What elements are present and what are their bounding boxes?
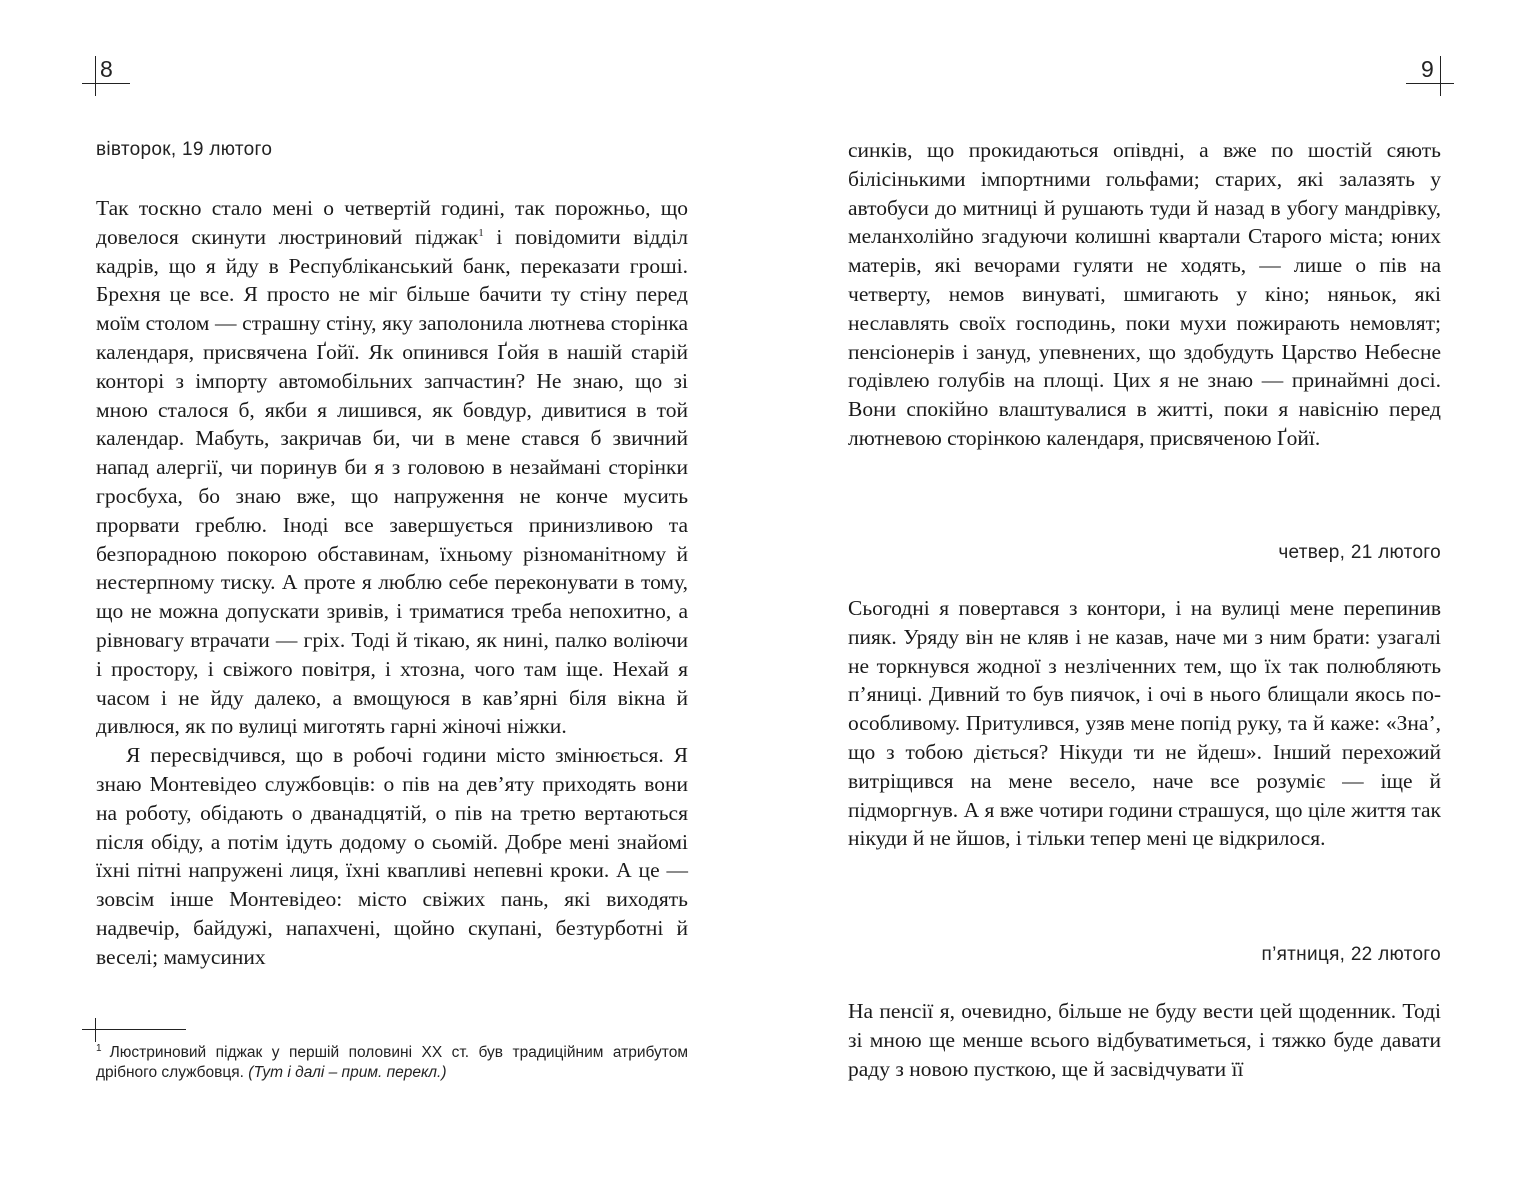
body-text <box>848 997 1441 1083</box>
crop-mark-horizontal <box>82 83 130 84</box>
body-text <box>848 594 1441 853</box>
paragraph: Сьогодні я повертався з контори, і на вулиці мене перепинив пияк. Уряду він не кляв і не казав, наче ми з ним брати: узагалі не торкнувся жодної з незліченних тем, що їх так полюбляють п’яниці. Дивний то був пиячок, і очі в нього блищали якось по-особливому. Притулився, узяв мене попід руку, та й каже: «Зна’, що з тобою діється? Нікуди ти не йдеш». Інший перехожий витріщився на мене весело, наче все розуміє — іще й підморгнув. А я вже чотири години страшуся, що ціле життя так нікуди й не йшов, і тільки тепер мені це відкрилося. <box>848 596 1441 851</box>
footnote-number: 1 <box>96 1042 102 1054</box>
page-number: 9 <box>1421 56 1434 82</box>
crop-mark-horizontal <box>1406 83 1454 84</box>
paragraph: Я пересвідчився, що в робочі години місто змінюється. Я знаю Монтевідео службовців: о пів на дев’яту приходять вони на роботу, обідають о дванадцятій, о пів на третю вертаються після обіду, а потім ідуть додому о сьомій. Добре мені знайомі їхні пітні напружені лиця, їхні квапливі непевні кроки. А це — зовсім інше Монтевідео: місто свіжих пань, які виходять надвечір, байдужі, напахчені, щойно скупані, безтурботні й веселі; мамусиних <box>96 743 688 969</box>
date-heading: вівторок, 19 лютого <box>96 139 273 160</box>
paragraph: На пенсії я, очевидно, більше не буду вести цей щоденник. Тоді зі мною ще менше всього відбуватиметься, і тяжко буде давати раду з новою пусткою, ще й засвідчувати її <box>848 999 1441 1081</box>
date-heading: четвер, 21 лютого <box>1278 542 1441 563</box>
page-number: 8 <box>100 56 113 82</box>
crop-mark-vertical <box>95 56 96 96</box>
footnote-reference: 1 <box>478 226 484 239</box>
footnote-crop-mark <box>95 1018 96 1042</box>
paragraph: синків, що прокидаються опівдні, а вже по шостій сяють білісінькими імпортними гольфами; старих, які залазять у автобуси до митниці й рушають туди й назад в убогу мандрівку, меланхолійно згадуючи колишні квартали Старого міста; юних матерів, які вечорами гуляти не ходять, — лише о пів на четверту, немов винуваті, шмигають у кіно; няньок, які неславлять своїх господинь, поки мухи пожирають немовлят; пенсіонерів і зануд, упевнених, що здобудуть Царство Небесне годівлею голубів на площі. Цих я не знаю — принаймні досі. Вони спокійно влаштувалися в житті, поки я навіснію перед лютневою сторінкою календаря, присвяченою Ґойї. <box>848 138 1441 450</box>
crop-mark-vertical <box>1440 56 1441 96</box>
right-page <box>768 0 1536 1182</box>
body-text <box>96 194 688 972</box>
date-heading: п’ятниця, 22 лютого <box>1261 944 1441 965</box>
footnote-rule <box>82 1029 186 1030</box>
paragraph: Так тоскно стало мені о четвертій годині, так порожньо, що довелося скинути люстриновий піджак$^1$ і повідомити відділ кадрів, що я йду в Республіканський банк, переказати гроші. Брехня це все. Я просто не міг більше бачити ту стіну перед моїм столом — страшну стіну, яку заполонила лютнева сторінка календаря, присвячена Ґойї. Як опинився Ґойя в нашій старій конторі з імпорту автомобільних запчастин? Не знаю, що зі мною сталося б, якби я лишився, як бовдур, дивитися в той календар. Мабуть, закричав би, чи в мене стався б звичний напад алергії, чи поринув би я з головою в незаймані сторінки гросбуха, бо знаю вже, що напруження не конче мусить прорвати греблю. Іноді все завершується принизливою та безпорадною покорою обставинам, їхньому різноманітному й нестерпному тиску. А проте я люблю себе переконувати в тому, що не можна допускати зривів, і триматися треба непохитно, а рівновагу втрачати — гріх. Тоді й тікаю, як нині, палко воліючи і простору, і свіжого повітря, і хтозна, чого там іще. Нехай я часом і не йду далеко, а вмощуюся в кав’ярні біля вікна й дивлюся, як по вулиці миготять гарні жіночі ніжки. <box>96 196 688 739</box>
footnote: $^1$ Люстриновий піджак у першій половині XX ст. був традиційним атрибутом дрібного службовця. (Тут і далі – прим. перекл.) <box>96 1042 688 1081</box>
body-text <box>848 136 1441 453</box>
